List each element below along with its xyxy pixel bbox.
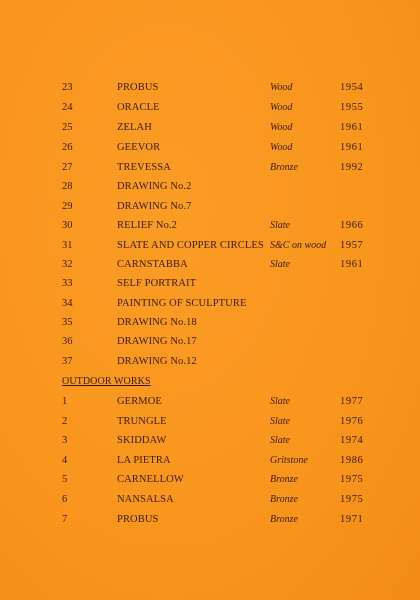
work-material: S&C on wood: [270, 240, 327, 251]
work-title: DRAWING No.18: [117, 317, 197, 328]
work-material: Slate: [270, 396, 290, 407]
work-material: Wood: [270, 122, 293, 133]
work-title: TRUNGLE: [117, 416, 167, 427]
work-number: 31: [62, 240, 73, 251]
work-number: 27: [62, 162, 73, 173]
work-title: ORACLE: [117, 102, 160, 113]
work-year: 1971: [340, 514, 364, 525]
work-title: PROBUS: [117, 514, 159, 525]
list-item: [0, 178, 420, 196]
work-title: GERMOE: [117, 396, 162, 407]
list-item: [0, 491, 420, 509]
work-year: 1961: [340, 259, 364, 270]
work-material: Bronze: [270, 514, 298, 525]
list-item: [0, 432, 420, 450]
work-title: DRAWING No.2: [117, 181, 192, 192]
work-year: 1974: [340, 435, 364, 446]
list-item: [0, 393, 420, 411]
list-item: [0, 353, 420, 371]
list-item: [0, 217, 420, 235]
work-title: RELIEF No.2: [117, 220, 178, 231]
work-number: 36: [62, 336, 73, 347]
work-material: Bronze: [270, 494, 298, 505]
outdoor-works-heading: OUTDOOR WORKS: [62, 376, 151, 387]
work-material: Slate: [270, 435, 290, 446]
work-title: CARNSTABBA: [117, 259, 188, 270]
list-item: [0, 256, 420, 274]
list-item: [0, 119, 420, 137]
work-number: 4: [62, 455, 68, 466]
work-year: 1986: [340, 455, 364, 466]
work-year: 1976: [340, 416, 364, 427]
work-number: 35: [62, 317, 73, 328]
list-item: [0, 139, 420, 157]
work-title: LA PIETRA: [117, 455, 171, 466]
work-number: 29: [62, 201, 73, 212]
work-material: Bronze: [270, 474, 298, 485]
list-item: [0, 511, 420, 529]
work-year: 1966: [340, 220, 364, 231]
list-item: [0, 471, 420, 489]
list-item: [0, 237, 420, 255]
work-material: Slate: [270, 259, 290, 270]
list-item: [0, 79, 420, 97]
work-number: 28: [62, 181, 73, 192]
work-number: 32: [62, 259, 73, 270]
work-title: DRAWING No.7: [117, 201, 192, 212]
work-material: Wood: [270, 102, 293, 113]
work-number: 24: [62, 102, 73, 113]
list-item: [0, 275, 420, 293]
work-title: SELF PORTRAIT: [117, 278, 197, 289]
work-number: 5: [62, 474, 68, 485]
list-item: [0, 452, 420, 470]
work-title: DRAWING No.12: [117, 356, 197, 367]
work-number: 6: [62, 494, 68, 505]
work-year: 1975: [340, 494, 364, 505]
work-number: 37: [62, 356, 73, 367]
work-title: PAINTING OF SCULPTURE: [117, 298, 247, 309]
work-title: NANSALSA: [117, 494, 174, 505]
list-item: [0, 333, 420, 351]
work-year: 1961: [340, 142, 364, 153]
work-number: 25: [62, 122, 73, 133]
list-item: [0, 99, 420, 117]
work-year: 1954: [340, 82, 364, 93]
work-number: 34: [62, 298, 73, 309]
list-item: [0, 198, 420, 216]
list-item: [0, 295, 420, 313]
work-number: 7: [62, 514, 68, 525]
work-material: Gritstone: [270, 455, 308, 466]
work-number: 3: [62, 435, 68, 446]
work-number: 23: [62, 82, 73, 93]
work-year: 1957: [340, 240, 364, 251]
work-number: 33: [62, 278, 73, 289]
work-title: CARNELLOW: [117, 474, 184, 485]
work-title: SLATE AND COPPER CIRCLES: [117, 240, 264, 251]
work-year: 1955: [340, 102, 364, 113]
work-material: Slate: [270, 416, 290, 427]
work-number: 30: [62, 220, 73, 231]
work-year: 1975: [340, 474, 364, 485]
work-year: 1992: [340, 162, 364, 173]
work-material: Bronze: [270, 162, 298, 173]
work-title: SKIDDAW: [117, 435, 167, 446]
work-title: ZELAH: [117, 122, 152, 133]
work-year: 1961: [340, 122, 364, 133]
work-title: TREVESSA: [117, 162, 171, 173]
work-number: 2: [62, 416, 68, 427]
work-material: Wood: [270, 142, 293, 153]
work-title: DRAWING No.17: [117, 336, 197, 347]
list-item: [0, 314, 420, 332]
work-number: 1: [62, 396, 68, 407]
list-item: [0, 413, 420, 431]
work-number: 26: [62, 142, 73, 153]
work-title: GEEVOR: [117, 142, 161, 153]
list-item: [0, 159, 420, 177]
work-material: Slate: [270, 220, 290, 231]
work-year: 1977: [340, 396, 364, 407]
work-title: PROBUS: [117, 82, 159, 93]
work-material: Wood: [270, 82, 293, 93]
